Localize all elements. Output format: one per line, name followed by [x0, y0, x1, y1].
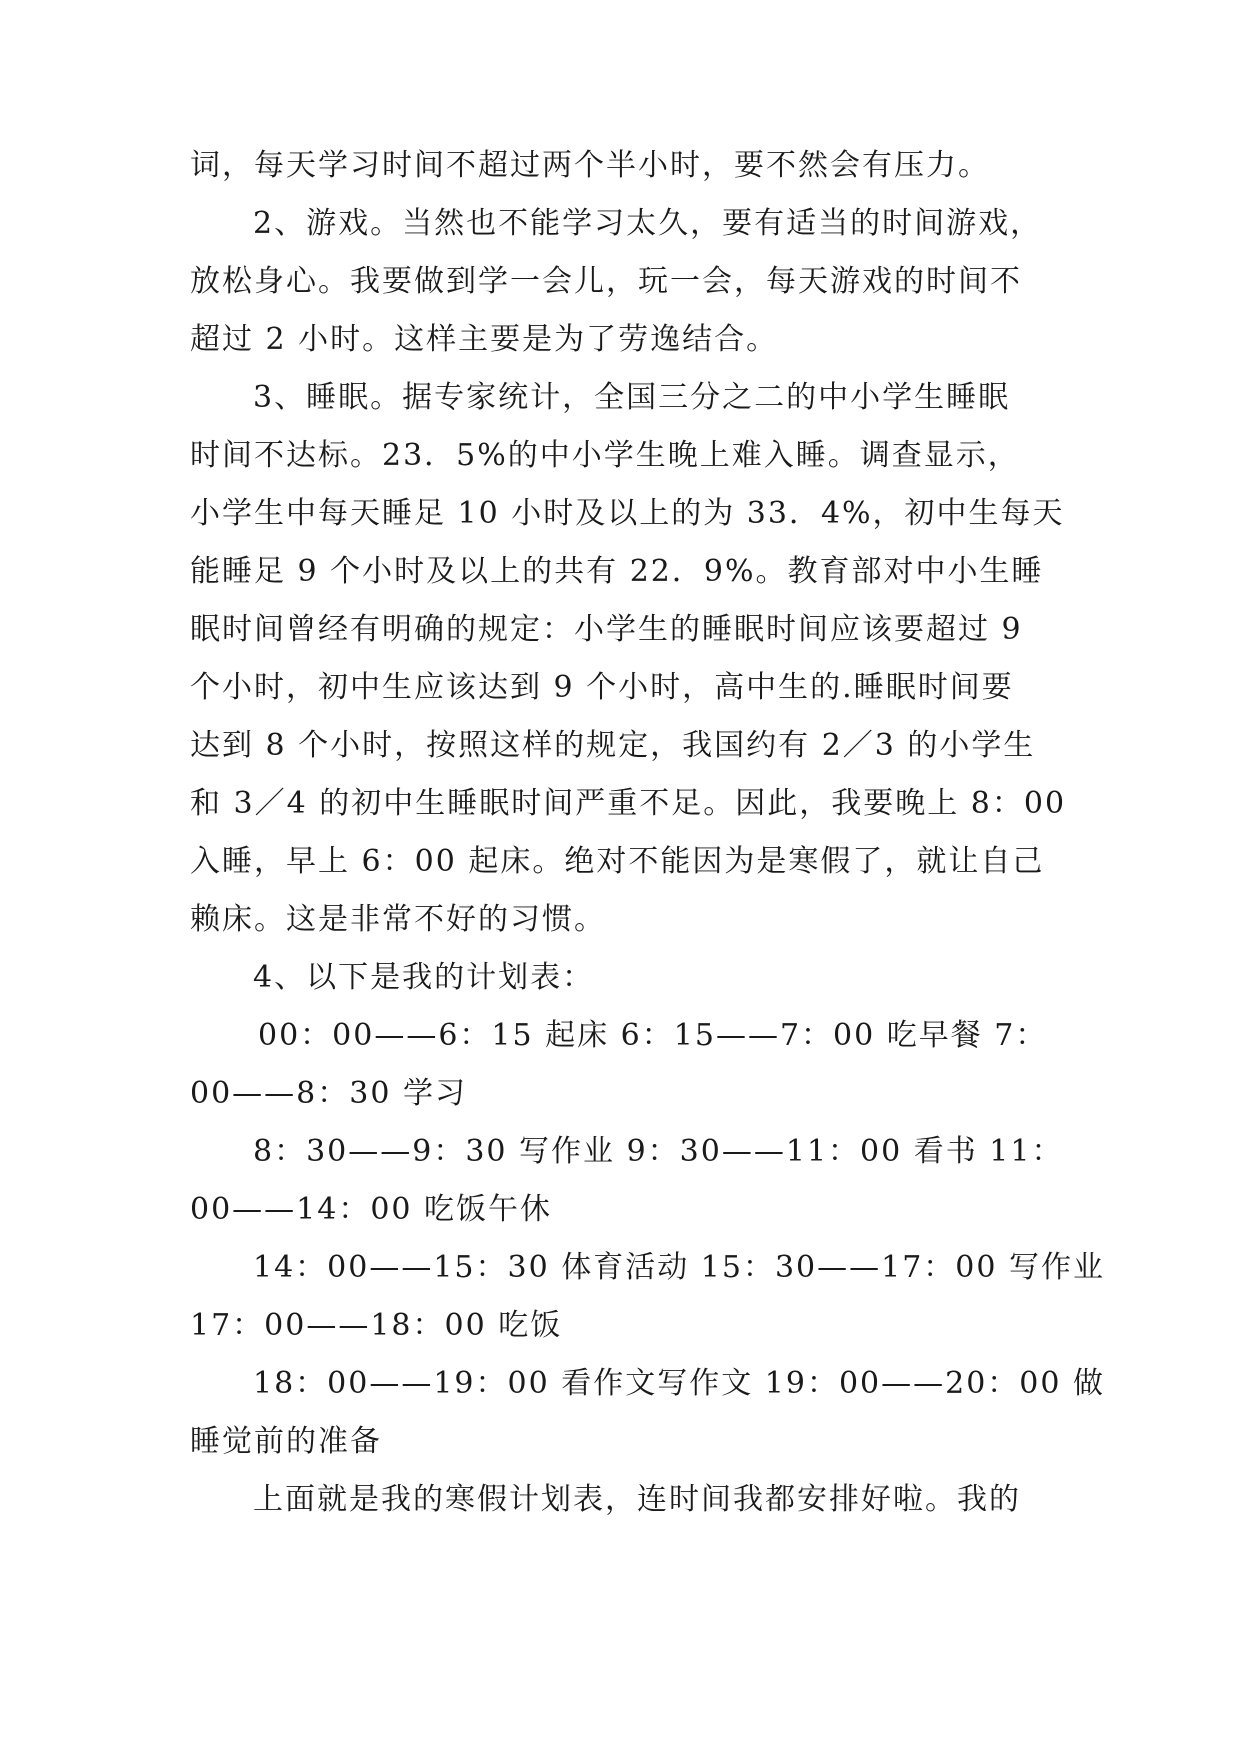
text-line: 放松身心。我要做到学一会儿，玩一会，每天游戏的时间不 [190, 264, 1022, 299]
text-line: 时间不达标。23．5%的中小学生晚上难入睡。调查显示， [190, 438, 1020, 473]
paragraph-sleep-start: 3、睡眠。据专家统计，全国三分之二的中小学生睡眠 [253, 380, 1011, 415]
text-line: 达到 8 个小时，按照这样的规定，我国约有 2／3 的小学生 [190, 728, 1036, 763]
text-line: 超过 2 小时。这样主要是为了劳逸结合。 [190, 322, 779, 357]
schedule-line: 17：00——18：00 吃饭 [190, 1308, 563, 1343]
text-line: 眠时间曾经有明确的规定：小学生的睡眠时间应该要超过 9 [190, 612, 1023, 647]
schedule-line: 18：00——19：00 看作文写作文 19：00——20：00 做 [253, 1366, 1105, 1401]
text-line: 入睡，早上 6：00 起床。绝对不能因为是寒假了，就让自己 [190, 844, 1045, 879]
paragraph-conclusion-start: 上面就是我的寒假计划表，连时间我都安排好啦。我的 [253, 1482, 1021, 1517]
schedule-line: 睡觉前的准备 [190, 1424, 382, 1459]
paragraph-game-start: 2、游戏。当然也不能学习太久，要有适当的时间游戏， [253, 206, 1043, 241]
schedule-line: 00——14：00 吃饭午休 [190, 1192, 553, 1227]
text-line: 能睡足 9 个小时及以上的共有 22．9%。教育部对中小生睡 [190, 554, 1044, 589]
text-line: 赖床。这是非常不好的习惯。 [190, 902, 606, 937]
text-line: 小学生中每天睡足 10 小时及以上的为 33．4%，初中生每天 [190, 496, 1065, 531]
schedule-line: 00：00——6：15 起床 6：15——7：00 吃早餐 7： [258, 1018, 1048, 1053]
text-line: 和 3／4 的初中生睡眠时间严重不足。因此，我要晚上 8：00 [190, 786, 1067, 821]
schedule-line: 8：30——9：30 写作业 9：30——11：00 看书 11： [253, 1134, 1064, 1169]
text-line: 个小时，初中生应该达到 9 个小时，高中生的.睡眠时间要 [190, 670, 1014, 705]
schedule-line: 00——8：30 学习 [190, 1076, 467, 1111]
paragraph-schedule-heading: 4、以下是我的计划表： [253, 960, 595, 995]
schedule-line: 14：00——15：30 体育活动 15：30——17：00 写作业 [253, 1250, 1105, 1285]
text-line: 词，每天学习时间不超过两个半小时，要不然会有压力。 [190, 148, 990, 183]
